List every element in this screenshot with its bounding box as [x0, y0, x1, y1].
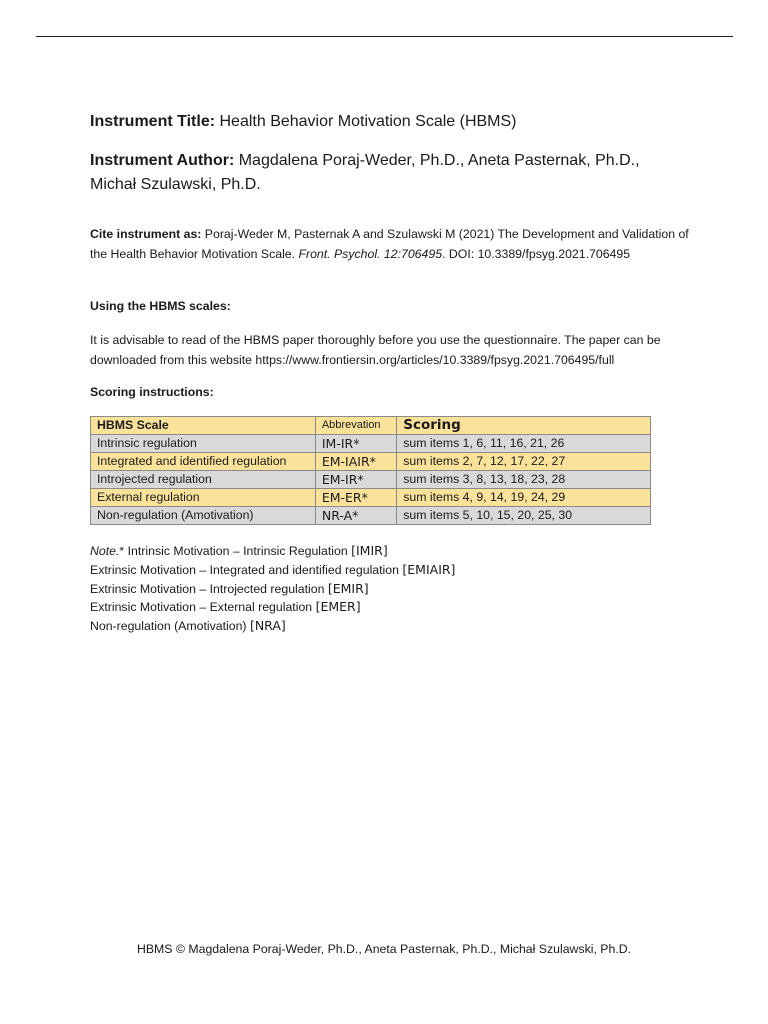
note-code: [EMER] — [315, 599, 361, 615]
scale-abbreviation: EM-ER* — [315, 489, 396, 507]
table-row — [91, 507, 651, 525]
scale-name: Integrated and identified regulation — [91, 453, 316, 471]
instrument-author — [90, 149, 690, 197]
table-row — [91, 453, 651, 471]
instrument-author-label: Instrument Author: — [90, 152, 235, 169]
instrument-title-label: Instrument Title: — [90, 113, 216, 130]
scale-name: Introjected regulation — [91, 471, 316, 489]
instrument-title — [90, 110, 690, 134]
scale-abbreviation: IM-IR* — [315, 435, 396, 453]
table-row — [91, 435, 651, 453]
citation-text: Poraj-Weder M, Pasternak A and Szulawski M (2021) The Development and Validation of the Health Behavior Motivation Scale. — [90, 227, 689, 261]
header-abbreviation: Abbrevation — [315, 417, 396, 435]
scale-scoring: sum items 3, 8, 13, 18, 23, 28 — [397, 471, 651, 489]
table-row — [91, 489, 651, 507]
note-text: * Intrinsic Motivation – Intrinsic Regulation — [119, 544, 352, 558]
page-footer: HBMS © Magdalena Poraj-Weder, Ph.D., Aneta Pasternak, Ph.D., Michał Szulawski, Ph.D. — [136, 942, 632, 956]
scale-name: External regulation — [91, 489, 316, 507]
note-line — [90, 580, 690, 599]
note-text: Extrinsic Motivation – Integrated and identified regulation — [90, 562, 403, 577]
citation-doi: . DOI: 10.3389/fpsyg.2021.706495 — [442, 246, 631, 261]
table-header-row — [91, 417, 651, 435]
table-notes — [90, 542, 690, 636]
note-code: [NRA] — [249, 618, 286, 634]
table-row — [91, 471, 651, 489]
using-heading: Using the HBMS scales: — [90, 299, 231, 313]
note-code: [EMIR] — [327, 580, 369, 596]
note-line — [90, 561, 690, 580]
note-line — [90, 617, 690, 636]
citation-label: Cite instrument as: — [90, 227, 202, 241]
note-line — [90, 598, 690, 617]
scale-abbreviation: EM-IAIR* — [315, 453, 396, 471]
scale-abbreviation: EM-IR* — [315, 471, 396, 489]
scale-scoring: sum items 4, 9, 14, 19, 24, 29 — [397, 489, 651, 507]
instrument-title-value: Health Behavior Motivation Scale (HBMS) — [215, 113, 517, 130]
scale-name: Intrinsic regulation — [91, 435, 316, 453]
scale-abbreviation: NR-A* — [315, 507, 396, 525]
note-label: Note. — [90, 544, 120, 558]
note-text: Non-regulation (Amotivation) — [90, 619, 250, 634]
scoring-heading: Scoring instructions: — [90, 385, 214, 399]
header-scale: HBMS Scale — [91, 417, 316, 435]
citation-journal: Front. Psychol. 12:706495 — [298, 246, 443, 261]
header-scoring: Scoring — [397, 417, 651, 435]
note-text: Extrinsic Motivation – External regulation — [90, 600, 316, 615]
scale-scoring: sum items 2, 7, 12, 17, 22, 27 — [397, 453, 651, 471]
citation — [90, 225, 690, 264]
note-line — [90, 542, 690, 561]
scale-name: Non-regulation (Amotivation) — [91, 507, 316, 525]
note-text: Extrinsic Motivation – Introjected regulation — [90, 581, 328, 596]
header-rule — [36, 36, 733, 37]
scoring-table — [90, 416, 651, 525]
note-code: [IMIR] — [351, 543, 388, 558]
scale-scoring: sum items 1, 6, 11, 16, 21, 26 — [397, 435, 651, 453]
note-code: [EMIAIR] — [402, 561, 456, 577]
using-text: It is advisable to read of the HBMS paper thoroughly before you use the questionnaire. The paper can be downloaded from this website https://www.frontiersin.org/articles/10.3389/fpsyg.2021.706495/full — [90, 333, 661, 367]
scale-scoring: sum items 5, 10, 15, 20, 25, 30 — [397, 507, 651, 525]
instrument-author-value: Magdalena Poraj-Weder, Ph.D., Aneta Pasternak, Ph.D., Michał Szulawski, Ph.D. — [90, 152, 640, 193]
